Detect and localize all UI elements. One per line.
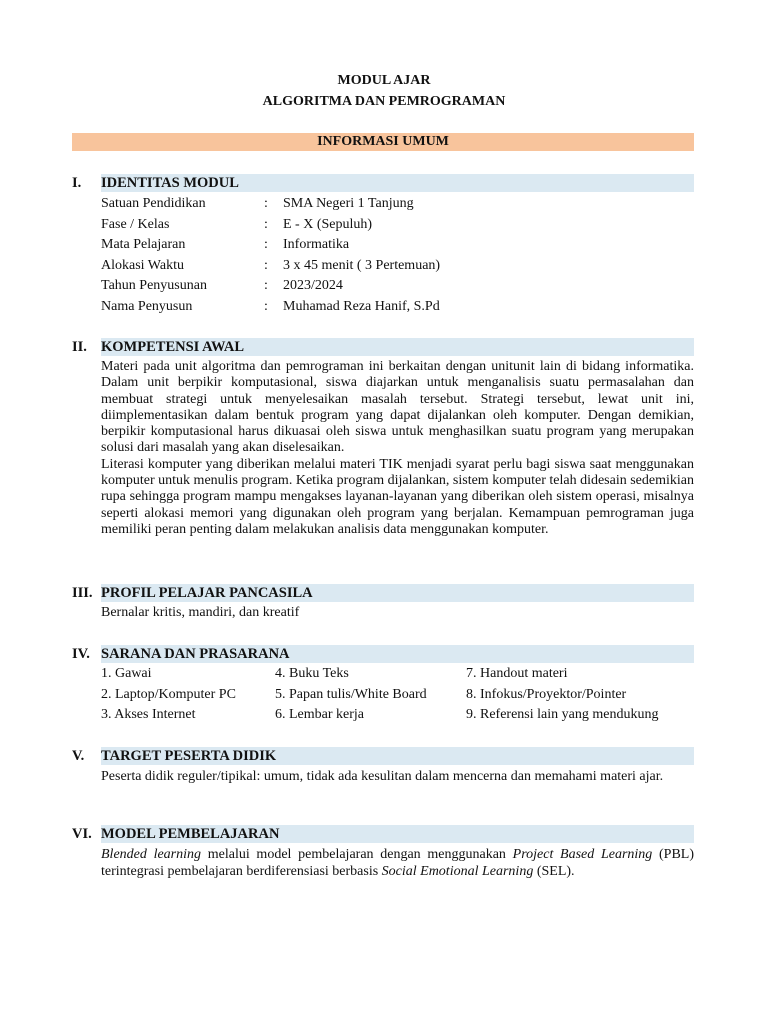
info-banner: INFORMASI UMUM xyxy=(72,133,694,151)
section-number: II. xyxy=(72,339,87,355)
identitas-value: Muhamad Reza Hanif, S.Pd xyxy=(283,298,440,314)
identitas-colon: : xyxy=(264,237,268,252)
sarana-item: 2. Laptop/Komputer PC xyxy=(101,687,236,702)
identitas-row xyxy=(101,216,694,237)
sarana-item: 6. Lembar kerja xyxy=(275,707,365,722)
section-header-identitas xyxy=(72,174,694,192)
section-heading: TARGET PESERTA DIDIK xyxy=(101,748,277,764)
section-heading: MODEL PEMBELAJARAN xyxy=(101,826,280,842)
model-term: Project Based Learning xyxy=(512,847,653,862)
identitas-label: Alokasi Waktu xyxy=(101,257,184,273)
sarana-item: 8. Infokus/Proyektor/Pointer xyxy=(466,687,627,702)
model-term: Blended learning xyxy=(101,847,202,862)
model-text xyxy=(101,846,694,880)
model-text-part: (PBL) terintegrasi pembelajaran berdiferensiasi berbasis xyxy=(101,847,695,879)
identitas-colon: : xyxy=(264,196,268,211)
model-text-part: (SEL). xyxy=(533,864,575,879)
section-heading: IDENTITAS MODUL xyxy=(101,175,239,191)
section-header-target xyxy=(72,747,694,765)
identitas-row xyxy=(101,236,694,257)
identitas-value: Informatika xyxy=(283,237,350,252)
identitas-label: Fase / Kelas xyxy=(101,216,170,232)
section-heading: KOMPETENSI AWAL xyxy=(101,339,245,355)
document-title: MODUL AJAR xyxy=(337,73,431,88)
document-subtitle: ALGORITMA DAN PEMROGRAMAN xyxy=(262,94,506,109)
identitas-value: 3 x 45 menit ( 3 Pertemuan) xyxy=(283,257,441,273)
sarana-item: 5. Papan tulis/White Board xyxy=(275,687,427,702)
kompetensi-text xyxy=(101,359,694,538)
section-number: VI. xyxy=(72,826,92,842)
model-text-part: melalui model pembelajaran dengan menggunakan xyxy=(201,847,513,862)
identitas-value: 2023/2024 xyxy=(283,278,343,293)
kompetensi-paragraph: Materi pada unit algoritma dan pemrograman ini berkaitan dengan unitunit lain di bidang informatika. Dalam unit berpikir komputasional, siswa diajarkan untuk menganalisis suatu permasalahan dan membuat strategi untuk menyelesaikan masalah tersebut. Strategi tersebut, lewat unit ini, diimplementasikan dalam bentuk program yang dapat dijalankan oleh komputer. Dengan demikian, berpikir komputasional harus dikuasai oleh siswa untuk menghasilkan suatu program yang merupakan solusi dari masalah yang akan diselesaikan. xyxy=(101,359,694,456)
identitas-label: Tahun Penyusunan xyxy=(101,278,207,293)
identitas-row xyxy=(101,277,694,298)
identitas-colon: : xyxy=(264,298,268,314)
section-heading: PROFIL PELAJAR PANCASILA xyxy=(101,585,313,601)
identitas-colon: : xyxy=(264,216,268,232)
identitas-colon: : xyxy=(264,278,268,293)
section-header-sarana xyxy=(72,645,694,663)
kompetensi-paragraph: Literasi komputer yang diberikan melalui materi TIK menjadi syarat perlu bagi siswa saat menggunakan komputer untuk menulis program. Ketika program dijalankan, sistem komputer telah didesain sedemikian rupa sehingga program mampu mengakses layanan-layanan yang diberikan oleh sistem operasi, misalnya seperti alokasi memori yang digunakan oleh program yang berjalan. Kemampuan pemrograman juga memiliki peran penting dalam melakukan analisis data menggunakan komputer. xyxy=(101,456,694,537)
section-number: III. xyxy=(72,585,93,601)
identitas-label: Satuan Pendidikan xyxy=(101,196,206,211)
identitas-value: E - X (Sepuluh) xyxy=(283,216,373,232)
identitas-value: SMA Negeri 1 Tanjung xyxy=(283,196,414,211)
profil-text: Bernalar kritis, mandiri, dan kreatif xyxy=(101,605,300,620)
sarana-item: 1. Gawai xyxy=(101,666,152,681)
identitas-label: Mata Pelajaran xyxy=(101,237,186,252)
target-text: Peserta didik reguler/tipikal: umum, tidak ada kesulitan dalam mencerna dan memahami materi ajar. xyxy=(101,769,664,784)
identitas-colon: : xyxy=(264,257,268,273)
section-number: I. xyxy=(72,175,82,191)
section-header-model xyxy=(72,825,694,843)
sarana-item: 3. Akses Internet xyxy=(101,707,196,722)
identitas-table xyxy=(101,195,694,318)
sarana-item: 9. Referensi lain yang mendukung xyxy=(466,707,659,722)
model-term: Social Emotional Learning xyxy=(381,864,534,879)
section-heading: SARANA DAN PRASARANA xyxy=(101,646,290,662)
identitas-label: Nama Penyusun xyxy=(101,298,193,314)
identitas-row xyxy=(101,257,694,278)
section-header-kompetensi xyxy=(72,338,694,356)
section-number: V. xyxy=(72,748,85,764)
section-number: IV. xyxy=(72,646,90,662)
sarana-item: 7. Handout materi xyxy=(466,666,568,681)
identitas-row xyxy=(101,195,694,216)
section-header-profil xyxy=(72,584,694,602)
identitas-row xyxy=(101,298,694,319)
sarana-item: 4. Buku Teks xyxy=(275,666,349,681)
